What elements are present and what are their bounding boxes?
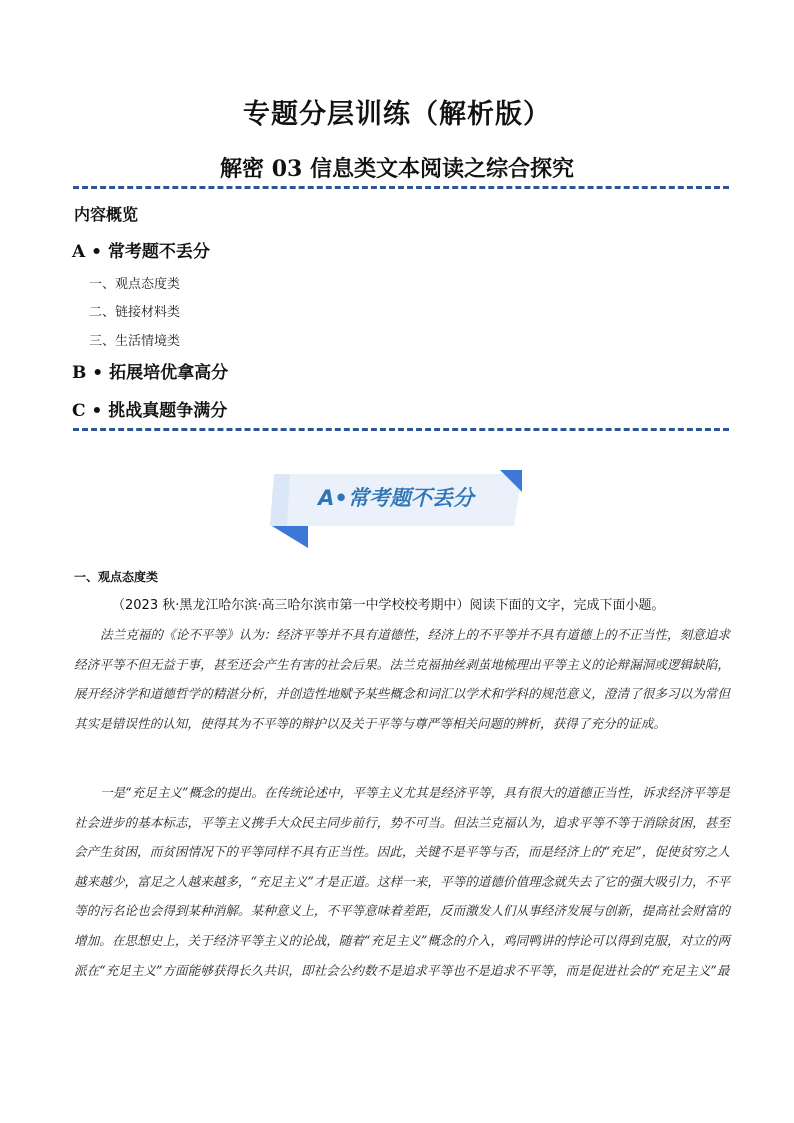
section-heading: 一、观点态度类 xyxy=(74,570,159,584)
section-c-label: C • 挑战真题争满分 xyxy=(72,401,228,421)
section-a-item-3: 三、生活情境类 xyxy=(89,334,181,349)
section-banner xyxy=(270,470,522,548)
divider-top xyxy=(73,186,729,189)
paragraph-2: 一是“充足主义”概念的提出。在传统论述中，平等主义尤其是经济平等，具有很大的道德正当性，诉求经济平等是社会进步的基本标志，平等主义携手大众民主同步前行，势不可当。但法兰克福认为，追求平等不等于消除贫困，甚至会产生贫困，而贫困情况下的平等同样不具有正当性。因此，关键不是平等与否，而是经济上的“充足”，促使贫穷之人越来越少，富足之人越来越多，“充足主义”才是正道。这样一来，平等的道德价值理念就失去了它的强大吸引力，不平等的污名论也会得到某种消解。某种意义上，不平等意味着差距，反而激发人们从事经济发展与创新，提高社会财富的增加。在思想史上，关于经济平等主义的论战，随着“充足主义”概念的介入，鸡同鸭讲的悖论可以得到克服，对立的两派在“充足主义”方面能够获得长久共识，即社会公约数不是追求平等也不是追求不平等，而是促进社会的“充足主义”最 xyxy=(74,785,730,978)
question-source: （2023 秋·黑龙江哈尔滨·高三哈尔滨市第一中学校校考期中）阅读下面的文字，完成下面小题。 xyxy=(112,598,665,613)
banner-title: A•常考题不丢分 xyxy=(318,486,474,510)
document-title: 专题分层训练（解析版） xyxy=(243,99,551,130)
overview-heading: 内容概览 xyxy=(74,205,139,224)
section-a-label: A • 常考题不丢分 xyxy=(72,242,210,262)
section-a-item-1: 一、观点态度类 xyxy=(89,277,181,292)
divider-bottom xyxy=(73,428,729,431)
section-a-item-2: 二、链接材料类 xyxy=(89,305,181,320)
section-b-label: B • 拓展培优拿高分 xyxy=(72,363,229,383)
document-subtitle: 解密 03 信息类文本阅读之综合探究 xyxy=(220,156,574,182)
paragraph-1: 法兰克福的《论不平等》认为：经济平等并不具有道德性，经济上的不平等并不具有道德上的不正当性，刻意追求经济平等不但无益于事，甚至还会产生有害的社会后果。法兰克福抽丝剥茧地梳理出平等主义的论辩漏洞或逻辑缺陷，展开经济学和道德哲学的精湛分析，并创造性地赋予某些概念和词汇以学术和学科的规范意义，澄清了很多习以为常但其实是错误性的认知，使得其为不平等的辩护以及关于平等与尊严等相关问题的辨析，获得了充分的证成。 xyxy=(74,627,730,731)
